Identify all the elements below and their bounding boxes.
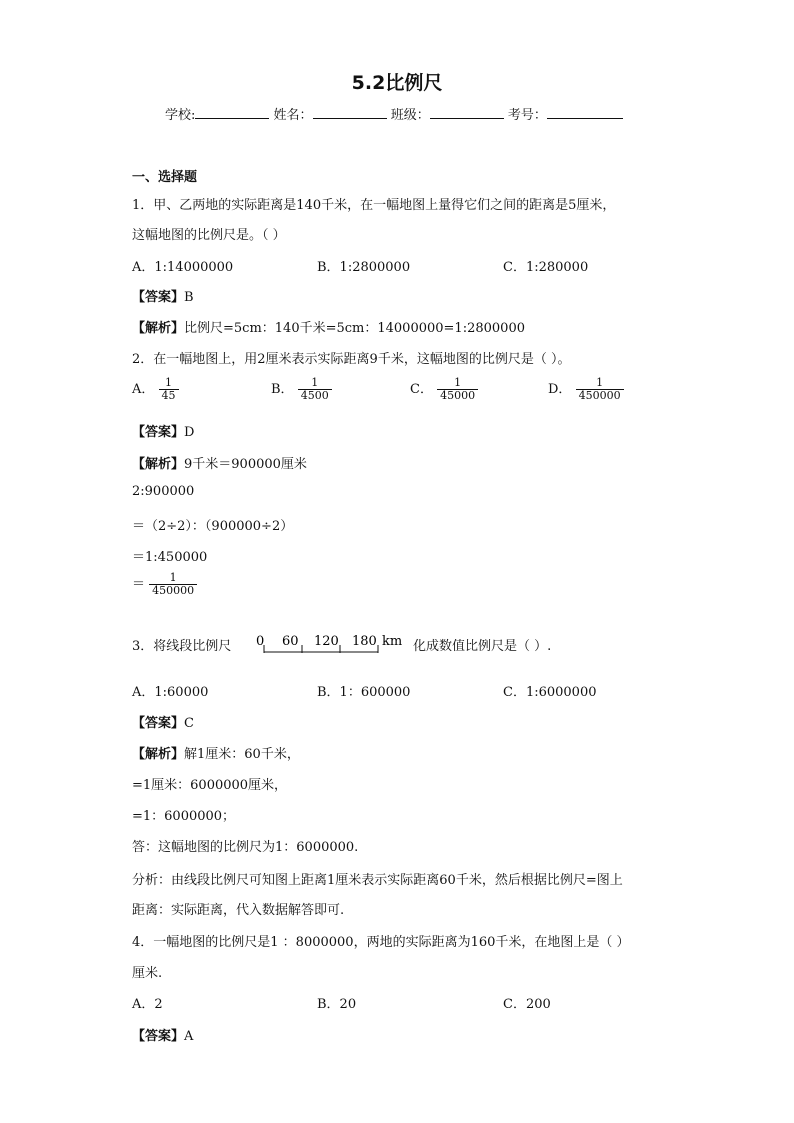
q1-text-line2: 这幅地图的比例尺是。（ ） bbox=[132, 228, 286, 243]
q2-analysis bbox=[132, 453, 307, 472]
answer-label: 【答案】 bbox=[132, 290, 185, 305]
q3-step-1: =1厘米：6000000厘米， bbox=[132, 778, 288, 793]
numerator: 1 bbox=[169, 571, 177, 584]
denominator: 450000 bbox=[149, 584, 197, 597]
analysis-label: 【解析】 bbox=[132, 321, 185, 336]
option-label: C． bbox=[410, 382, 433, 397]
answer-label: 【答案】 bbox=[132, 425, 185, 440]
q3-text-prefix: 3．将线段比例尺 bbox=[132, 639, 232, 654]
q3-answer bbox=[132, 712, 194, 731]
denominator: 450000 bbox=[576, 389, 624, 402]
analysis-label: 【解析】 bbox=[132, 457, 185, 472]
page-title: 5.2比例尺 bbox=[351, 72, 443, 94]
q2-option-d bbox=[548, 377, 624, 402]
school-label: 学校: bbox=[165, 108, 196, 123]
q2-text-line1: 2．在一幅地图上，用2厘米表示实际距离9千米，这幅地图的比例尺是（ ）。 bbox=[132, 352, 571, 367]
analysis-text: 9千米＝900000厘米 bbox=[184, 457, 307, 472]
q2-option-c bbox=[410, 377, 478, 402]
class-label: 班级： bbox=[390, 108, 430, 123]
q4-text-line2: 厘米. bbox=[132, 966, 163, 981]
q1-answer bbox=[132, 286, 194, 305]
q3-step-2: =1：6000000； bbox=[132, 809, 236, 824]
section-title: 一、选择题 bbox=[132, 170, 198, 185]
name-field[interactable] bbox=[313, 106, 387, 119]
q1-analysis bbox=[132, 317, 525, 336]
scale-bar-graphic bbox=[250, 628, 415, 658]
answer-label: 【答案】 bbox=[132, 716, 185, 731]
numerator: 1 bbox=[165, 376, 173, 389]
q4-option-a: A．2 bbox=[132, 997, 163, 1012]
line-segment-scale bbox=[250, 628, 415, 658]
q1-text-line1: 1．甲、乙两地的实际距离是140千米，在一幅地图上量得它们之间的距离是5厘米， bbox=[132, 198, 616, 213]
fraction bbox=[298, 377, 332, 402]
fraction bbox=[437, 377, 478, 402]
q4-text-line1: 4．一幅地图的比例尺是1 ：8000000，两地的实际距离为160千米，在地图上是（ ） bbox=[132, 935, 630, 950]
school-field[interactable] bbox=[195, 106, 269, 119]
fraction bbox=[149, 572, 197, 597]
scale-label-120: 120 bbox=[314, 634, 339, 649]
scale-unit: km bbox=[382, 634, 403, 649]
q3-option-c: C．1:6000000 bbox=[503, 685, 597, 700]
option-label: A． bbox=[132, 382, 155, 397]
q2-step-3: ＝1:450000 bbox=[132, 550, 208, 565]
student-info-line bbox=[165, 104, 623, 123]
q3-option-b: B．1：600000 bbox=[317, 685, 411, 700]
answer-value: A bbox=[184, 1029, 194, 1044]
q3-option-a: A．1:60000 bbox=[132, 685, 209, 700]
q2-step-2: ＝（2÷2）：（900000÷2） bbox=[132, 519, 294, 534]
q3-fenxi-line2: 距离：实际距离，代入数据解答即可. bbox=[132, 903, 345, 918]
scale-label-0: 0 bbox=[256, 634, 265, 649]
scale-label-60: 60 bbox=[282, 634, 299, 649]
numerator: 1 bbox=[311, 376, 319, 389]
fraction bbox=[576, 377, 624, 402]
option-label: D． bbox=[548, 382, 572, 397]
q3-text-suffix: 化成数值比例尺是（ ）. bbox=[413, 639, 552, 654]
denominator: 4500 bbox=[298, 389, 332, 402]
q2-answer bbox=[132, 421, 194, 440]
numerator: 1 bbox=[454, 376, 462, 389]
fraction bbox=[159, 377, 179, 402]
id-label: 考号： bbox=[507, 108, 547, 123]
denominator: 45000 bbox=[437, 389, 478, 402]
numerator: 1 bbox=[596, 376, 604, 389]
answer-value: B bbox=[184, 290, 194, 305]
q4-option-c: C．200 bbox=[503, 997, 551, 1012]
denominator: 45 bbox=[159, 389, 179, 402]
answer-value: C bbox=[184, 716, 194, 731]
answer-value: D bbox=[184, 425, 195, 440]
q1-option-c: C．1:280000 bbox=[503, 260, 589, 275]
q1-option-b: B．1:2800000 bbox=[317, 260, 411, 275]
option-label: B． bbox=[271, 382, 294, 397]
q4-option-b: B．20 bbox=[317, 997, 357, 1012]
analysis-label: 【解析】 bbox=[132, 747, 185, 762]
id-field[interactable] bbox=[547, 106, 623, 119]
q2-option-b bbox=[271, 377, 332, 402]
class-field[interactable] bbox=[430, 106, 504, 119]
answer-label: 【答案】 bbox=[132, 1029, 185, 1044]
analysis-text: 解1厘米：60千米， bbox=[184, 747, 300, 762]
q2-step-1: 2:900000 bbox=[132, 484, 195, 499]
q3-analysis bbox=[132, 743, 300, 762]
q4-answer bbox=[132, 1025, 193, 1044]
scale-label-180: 180 bbox=[352, 634, 377, 649]
q3-step-3: 答：这幅地图的比例尺为1：6000000. bbox=[132, 840, 359, 855]
analysis-text: 比例尺=5cm：140千米=5cm：14000000=1:2800000 bbox=[184, 321, 525, 336]
q2-step-final bbox=[132, 572, 197, 597]
q1-option-a: A．1:14000000 bbox=[132, 260, 234, 275]
name-label: 姓名： bbox=[273, 108, 313, 123]
equals-sign: ＝ bbox=[132, 577, 146, 592]
q3-fenxi-line1: 分析：由线段比例尺可知图上距离1厘米表示实际距离60千米，然后根据比例尺=图上 bbox=[132, 873, 623, 888]
q2-option-a bbox=[132, 377, 179, 402]
